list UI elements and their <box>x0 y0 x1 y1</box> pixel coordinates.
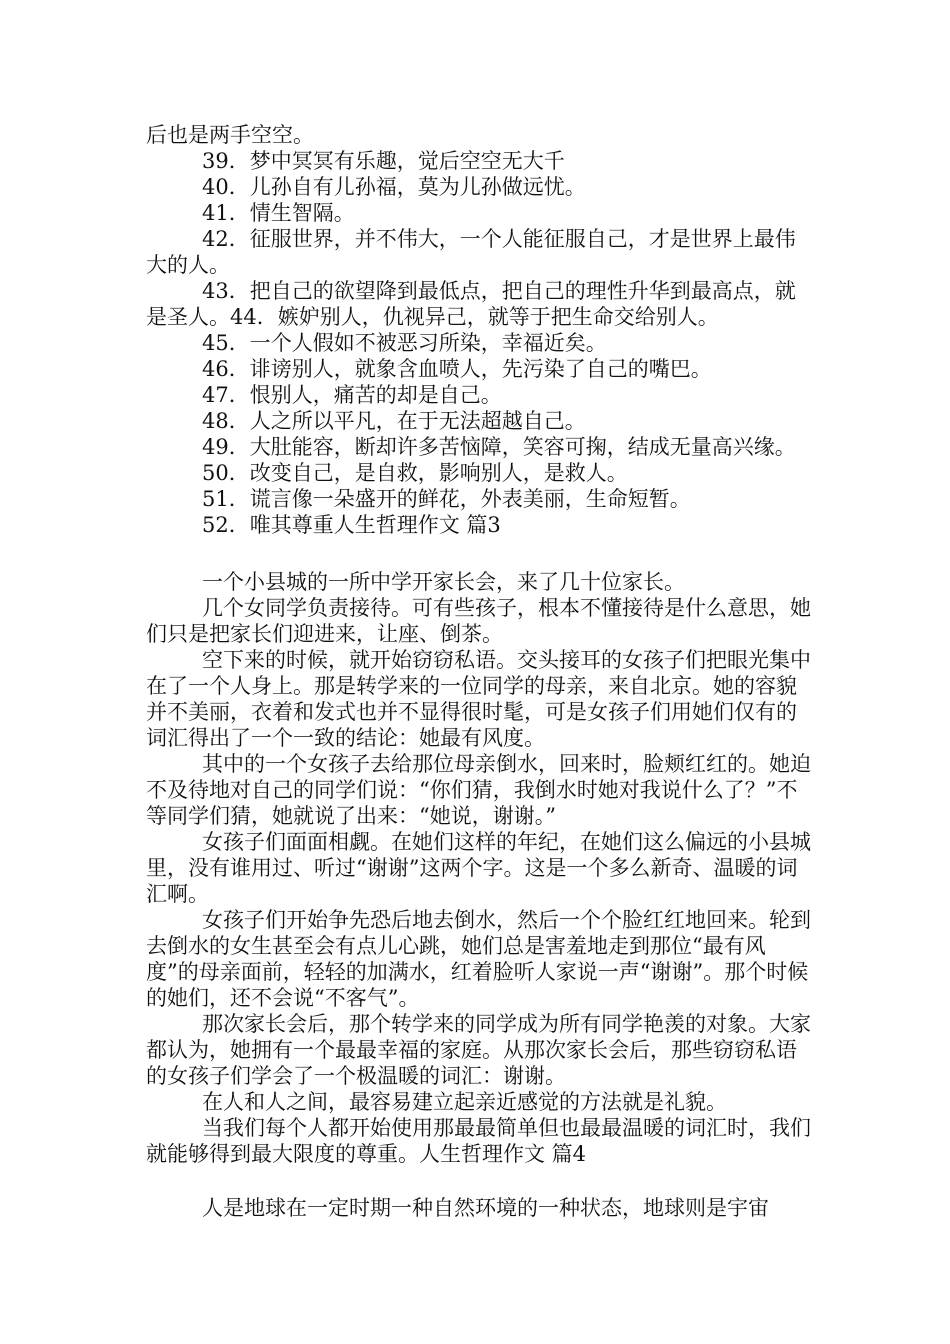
paragraph: 空下来的时候，就开始窃窃私语。交头接耳的女孩子们把眼光集中在了一个人身上。那是转学来的一位同学的母亲，来自北京。她的容貌并不美丽，衣着和发式也并不显得很时髦，可是女孩子们用她们仅有的词汇得出了一个一致的结论：她最有风度。 <box>146 648 811 750</box>
paragraph: 女孩子们面面相觑。在她们这样的年纪，在她们这么偏远的小县城里，没有谁用过、听过“谢谢”这两个字。这是一个多么新奇、温暖的词汇啊。 <box>146 830 811 906</box>
paragraph: 人是地球在一定时期一种自然环境的一种状态，地球则是宇宙 <box>202 1196 769 1220</box>
paragraph: 46．诽谤别人，就象含血喷人，先污染了自己的嘴巴。 <box>202 357 712 381</box>
paragraph: 41．情生智隔。 <box>202 201 355 225</box>
paragraph: 51．谎言像一朵盛开的鲜花，外表美丽，生命短暂。 <box>202 487 691 511</box>
paragraph: 49．大肚能容，断却许多苦恼障，笑容可掬，结成无量高兴缘。 <box>202 435 796 459</box>
paragraph: 50．改变自己，是自救，影响别人，是救人。 <box>202 461 628 485</box>
paragraph: 47．恨别人，痛苦的却是自己。 <box>202 383 502 407</box>
paragraph: 39．梦中冥冥有乐趣，觉后空空无大千 <box>202 149 565 173</box>
paragraph: 当我们每个人都开始使用那最最简单但也最最温暖的词汇时，我们就能够得到最大限度的尊重。人生哲理作文 篇4 <box>146 1116 811 1166</box>
text-section-quotes <box>146 122 816 538</box>
paragraph: 48．人之所以平凡，在于无法超越自己。 <box>202 409 586 433</box>
text-section-essay-4 <box>146 1195 816 1221</box>
paragraph: 女孩子们开始争先恐后地去倒水，然后一个个脸红红地回来。轮到去倒水的女生甚至会有点儿心跳，她们总是害羞地走到那位“最有风度”的母亲面前，轻轻的加满水，红着脸听人家说一声“谢谢”。那个时候的她们，还不会说“不客气”。 <box>146 908 811 1010</box>
paragraph: 42．征服世界，并不伟大，一个人能征服自己，才是世界上最伟大的人。 <box>146 227 796 277</box>
paragraph: 后也是两手空空。 <box>146 123 314 147</box>
paragraph: 那次家长会后，那个转学来的同学成为所有同学艳羡的对象。大家都认为，她拥有一个最最幸福的家庭。从那次家长会后，那些窃窃私语的女孩子们学会了一个极温暖的词汇：谢谢。 <box>146 1012 811 1088</box>
text-section-essay-3 <box>146 569 816 1167</box>
paragraph: 43．把自己的欲望降到最低点，把自己的理性升华到最高点，就是圣人。44．嫉妒别人，仇视异己，就等于把生命交给别人。 <box>146 279 796 329</box>
paragraph: 45．一个人假如不被恶习所染，幸福近矣。 <box>202 331 607 355</box>
paragraph: 其中的一个女孩子去给那位母亲倒水，回来时，脸颊红红的。她迫不及待地对自己的同学们说：“你们猜，我倒水时她对我说什么了？”不等同学们猜，她就说了出来：“她说，谢谢。” <box>146 752 811 828</box>
paragraph: 几个女同学负责接待。可有些孩子，根本不懂接待是什么意思，她们只是把家长们迎进来，让座、倒茶。 <box>146 596 811 646</box>
paragraph: 40．儿孙自有儿孙福，莫为儿孙做远忧。 <box>202 175 586 199</box>
paragraph: 52．唯其尊重人生哲理作文 篇3 <box>202 513 501 537</box>
paragraph: 在人和人之间，最容易建立起亲近感觉的方法就是礼貌。 <box>202 1090 727 1114</box>
paragraph: 一个小县城的一所中学开家长会，来了几十位家长。 <box>202 570 685 594</box>
